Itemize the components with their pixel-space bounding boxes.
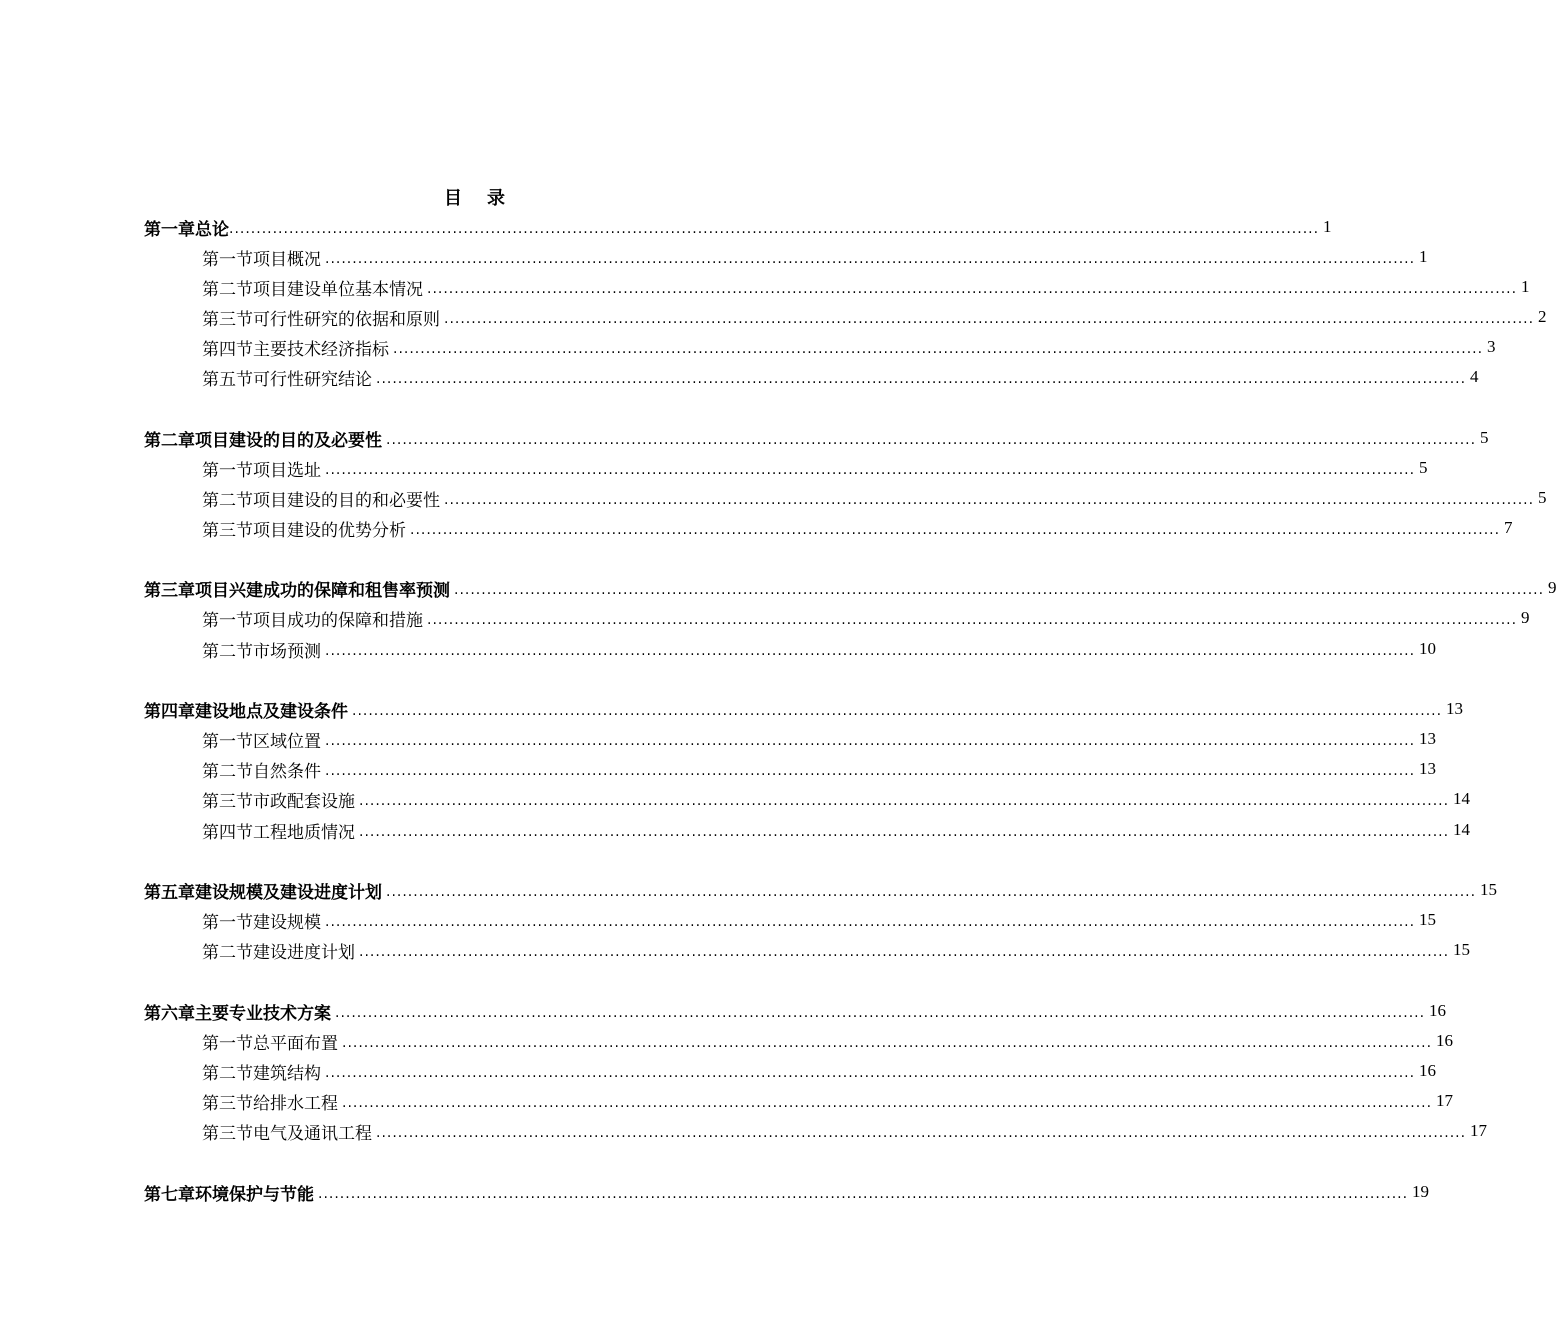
section-number: 第二节 bbox=[202, 1063, 253, 1084]
section-number: 第一节 bbox=[202, 1033, 253, 1054]
dot-leader: ........................................................................................................................................................................................................ bbox=[427, 281, 1518, 297]
toc-section[interactable] bbox=[202, 486, 1547, 511]
page-number: 1 bbox=[1521, 277, 1530, 296]
section-title: 电气及通讯工程 bbox=[253, 1123, 372, 1144]
dot-leader: ........................................................................................................................................................................................................ bbox=[410, 522, 1501, 538]
page-number: 1 bbox=[1323, 217, 1332, 236]
dot-leader: ........................................................................................................................................................................................................ bbox=[229, 221, 1320, 237]
dot-leader: ........................................................................................................................................................................................................ bbox=[325, 763, 1416, 779]
chapter-number: 第四章 bbox=[144, 701, 195, 722]
section-number: 第一节 bbox=[202, 912, 253, 933]
page-number: 9 bbox=[1521, 608, 1530, 627]
section-title: 市场预测 bbox=[253, 641, 321, 662]
section-title: 区域位置 bbox=[253, 731, 321, 752]
section-title: 项目建设的优势分析 bbox=[253, 520, 406, 541]
page-number: 9 bbox=[1548, 578, 1557, 597]
chapter-title: 环境保护与节能 bbox=[195, 1184, 314, 1205]
toc-section[interactable] bbox=[202, 1089, 1454, 1114]
dot-leader: ........................................................................................................................................................................................................ bbox=[359, 824, 1450, 840]
dot-leader: ........................................................................................................................................................................................................ bbox=[444, 311, 1535, 327]
toc-title-char-2: 录 bbox=[487, 188, 506, 209]
toc-chapter-5[interactable] bbox=[144, 878, 1498, 903]
section-number: 第三节 bbox=[202, 791, 253, 812]
page-number: 5 bbox=[1480, 428, 1489, 447]
dot-leader: ........................................................................................................................................................................................................ bbox=[325, 1065, 1416, 1081]
toc-section[interactable] bbox=[202, 275, 1530, 300]
section-title: 项目建设单位基本情况 bbox=[253, 279, 423, 300]
toc-section[interactable] bbox=[202, 606, 1530, 631]
section-title: 可行性研究的依据和原则 bbox=[253, 309, 440, 330]
dot-leader: ........................................................................................................................................................................................................ bbox=[427, 612, 1518, 628]
section-number: 第三节 bbox=[202, 309, 253, 330]
page-number: 13 bbox=[1419, 759, 1437, 778]
chapter-number: 第二章 bbox=[144, 430, 195, 451]
dot-leader: ........................................................................................................................................................................................................ bbox=[386, 884, 1477, 900]
page-number: 16 bbox=[1429, 1001, 1447, 1020]
section-title: 工程地质情况 bbox=[253, 822, 355, 843]
page-number: 16 bbox=[1419, 1061, 1437, 1080]
page-number: 13 bbox=[1419, 729, 1437, 748]
section-number: 第二节 bbox=[202, 490, 253, 511]
page-number: 14 bbox=[1453, 820, 1471, 839]
page-number: 1 bbox=[1419, 247, 1428, 266]
chapter-title: 项目建设的目的及必要性 bbox=[195, 430, 382, 451]
toc-title bbox=[0, 184, 950, 210]
section-number: 第五节 bbox=[202, 369, 253, 390]
dot-leader: ........................................................................................................................................................................................................ bbox=[444, 492, 1535, 508]
toc-section[interactable] bbox=[202, 757, 1437, 782]
page-number: 10 bbox=[1419, 639, 1437, 658]
toc-section[interactable] bbox=[202, 305, 1547, 330]
page-number: 3 bbox=[1487, 337, 1496, 356]
page-number: 7 bbox=[1504, 518, 1513, 537]
dot-leader: ........................................................................................................................................................................................................ bbox=[376, 1125, 1467, 1141]
dot-leader: ........................................................................................................................................................................................................ bbox=[359, 944, 1450, 960]
toc-chapter-7[interactable] bbox=[144, 1180, 1430, 1205]
section-title: 建设规模 bbox=[253, 912, 321, 933]
chapter-number: 第六章 bbox=[144, 1003, 195, 1024]
dot-leader: ........................................................................................................................................................................................................ bbox=[325, 251, 1416, 267]
page-number: 17 bbox=[1436, 1091, 1454, 1110]
toc-section[interactable] bbox=[202, 818, 1471, 843]
toc-chapter-1[interactable] bbox=[144, 215, 1332, 240]
section-title: 项目概况 bbox=[253, 249, 321, 270]
toc-section[interactable] bbox=[202, 365, 1479, 390]
section-number: 第一节 bbox=[202, 460, 253, 481]
chapter-title: 项目兴建成功的保障和租售率预测 bbox=[195, 580, 450, 601]
chapter-number: 第七章 bbox=[144, 1184, 195, 1205]
page-number: 16 bbox=[1436, 1031, 1454, 1050]
section-number: 第二节 bbox=[202, 641, 253, 662]
section-title: 项目选址 bbox=[253, 460, 321, 481]
section-number: 第四节 bbox=[202, 822, 253, 843]
section-title: 可行性研究结论 bbox=[253, 369, 372, 390]
page-number: 13 bbox=[1446, 699, 1464, 718]
page-number: 19 bbox=[1412, 1182, 1430, 1201]
section-title: 主要技术经济指标 bbox=[253, 339, 389, 360]
dot-leader: ........................................................................................................................................................................................................ bbox=[376, 371, 1467, 387]
section-number: 第一节 bbox=[202, 731, 253, 752]
dot-leader: ........................................................................................................................................................................................................ bbox=[352, 703, 1443, 719]
toc-section[interactable] bbox=[202, 456, 1428, 481]
toc-section[interactable] bbox=[202, 908, 1437, 933]
section-number: 第一节 bbox=[202, 249, 253, 270]
page-number: 5 bbox=[1419, 458, 1428, 477]
toc-section[interactable] bbox=[202, 938, 1471, 963]
toc-section[interactable] bbox=[202, 245, 1428, 270]
toc-chapter-4[interactable] bbox=[144, 697, 1464, 722]
page-number: 15 bbox=[1419, 910, 1437, 929]
chapter-number: 第五章 bbox=[144, 882, 195, 903]
section-title: 建筑结构 bbox=[253, 1063, 321, 1084]
chapter-title: 建设规模及建设进度计划 bbox=[195, 882, 382, 903]
section-title: 自然条件 bbox=[253, 761, 321, 782]
dot-leader: ........................................................................................................................................................................................................ bbox=[393, 341, 1484, 357]
toc-section[interactable] bbox=[202, 637, 1437, 662]
section-title: 给排水工程 bbox=[253, 1093, 338, 1114]
dot-leader: ........................................................................................................................................................................................................ bbox=[325, 914, 1416, 930]
dot-leader: ........................................................................................................................................................................................................ bbox=[342, 1035, 1433, 1051]
section-number: 第三节 bbox=[202, 520, 253, 541]
toc-section[interactable] bbox=[202, 1059, 1437, 1084]
toc-title-char-1: 目 bbox=[444, 188, 463, 209]
dot-leader: ........................................................................................................................................................................................................ bbox=[325, 462, 1416, 478]
dot-leader: ........................................................................................................................................................................................................ bbox=[325, 733, 1416, 749]
toc-chapter-3[interactable] bbox=[144, 576, 1557, 601]
page-number: 15 bbox=[1480, 880, 1498, 899]
dot-leader: ........................................................................................................................................................................................................ bbox=[335, 1005, 1426, 1021]
dot-leader: ........................................................................................................................................................................................................ bbox=[342, 1095, 1433, 1111]
section-title: 项目成功的保障和措施 bbox=[253, 610, 423, 631]
toc-section[interactable] bbox=[202, 516, 1513, 541]
chapter-title: 主要专业技术方案 bbox=[195, 1003, 331, 1024]
dot-leader: ........................................................................................................................................................................................................ bbox=[386, 432, 1477, 448]
dot-leader: ........................................................................................................................................................................................................ bbox=[359, 793, 1450, 809]
section-number: 第三节 bbox=[202, 1093, 253, 1114]
page-number: 15 bbox=[1453, 940, 1471, 959]
toc-section[interactable] bbox=[202, 787, 1471, 812]
page-number: 5 bbox=[1538, 488, 1547, 507]
section-number: 第二节 bbox=[202, 279, 253, 300]
page-number: 14 bbox=[1453, 789, 1471, 808]
dot-leader: ........................................................................................................................................................................................................ bbox=[325, 643, 1416, 659]
section-number: 第一节 bbox=[202, 610, 253, 631]
section-number: 第四节 bbox=[202, 339, 253, 360]
page-number: 2 bbox=[1538, 307, 1547, 326]
dot-leader: ........................................................................................................................................................................................................ bbox=[454, 582, 1545, 598]
toc-section[interactable] bbox=[202, 727, 1437, 752]
chapter-number: 第三章 bbox=[144, 580, 195, 601]
section-title: 总平面布置 bbox=[253, 1033, 338, 1054]
section-number: 第二节 bbox=[202, 761, 253, 782]
toc-chapter-6[interactable] bbox=[144, 999, 1447, 1024]
toc-section[interactable] bbox=[202, 335, 1496, 360]
chapter-title: 建设地点及建设条件 bbox=[195, 701, 348, 722]
chapter-title: 总论 bbox=[195, 219, 229, 240]
toc-section[interactable] bbox=[202, 1029, 1454, 1054]
toc-section[interactable] bbox=[202, 1119, 1488, 1144]
dot-leader: ........................................................................................................................................................................................................ bbox=[318, 1186, 1409, 1202]
page-number: 4 bbox=[1470, 367, 1479, 386]
section-number: 第二节 bbox=[202, 942, 253, 963]
section-title: 建设进度计划 bbox=[253, 942, 355, 963]
section-title: 项目建设的目的和必要性 bbox=[253, 490, 440, 511]
section-number: 第三节 bbox=[202, 1123, 253, 1144]
page-number: 17 bbox=[1470, 1121, 1488, 1140]
section-title: 市政配套设施 bbox=[253, 791, 355, 812]
chapter-number: 第一章 bbox=[144, 219, 195, 240]
toc-chapter-2[interactable] bbox=[144, 426, 1489, 451]
